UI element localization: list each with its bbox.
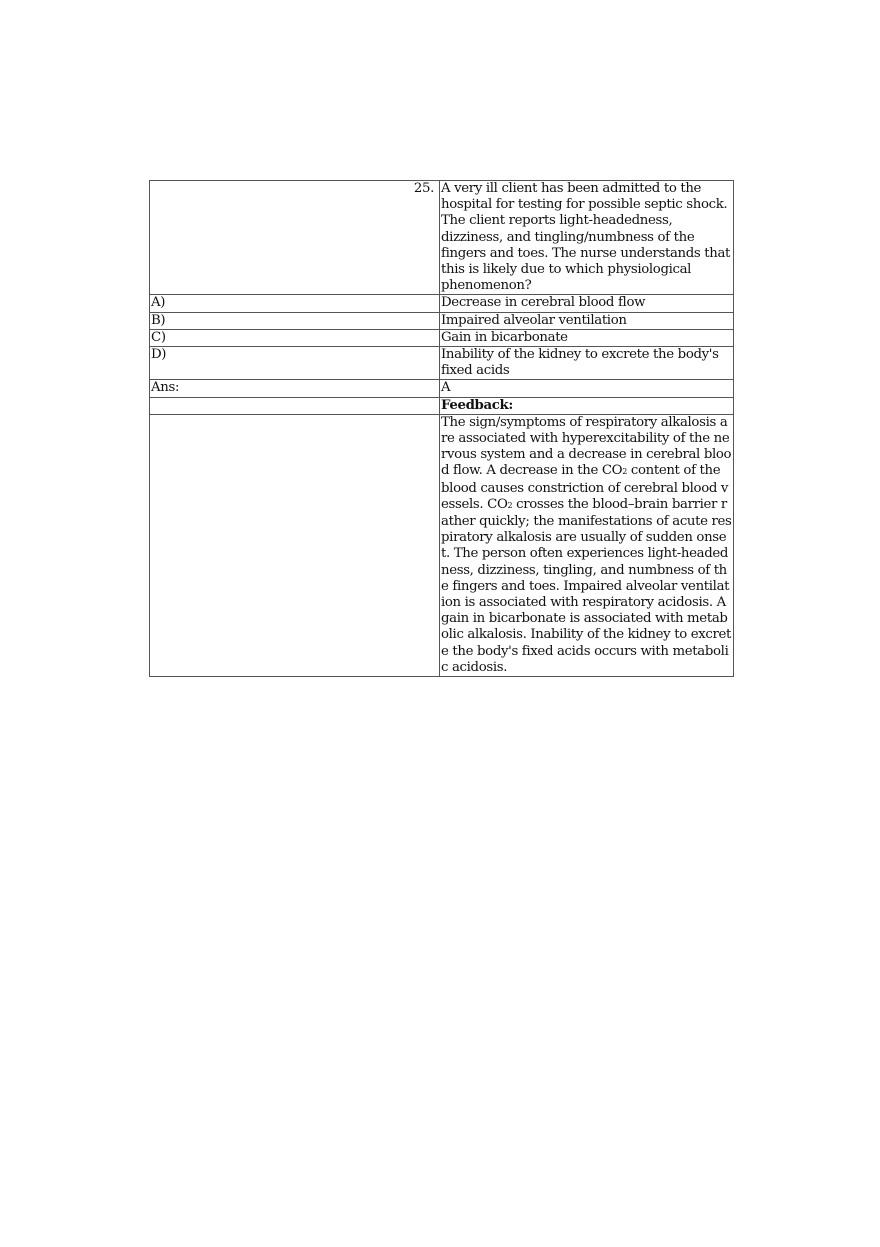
option-letter-b: B)	[150, 312, 440, 329]
option-letter-d: D)	[150, 347, 440, 380]
answer-value: A	[440, 380, 734, 397]
option-letter-a: A)	[150, 295, 440, 312]
feedback-text-part3: crosses the blood–brain barrier rather quickly; the manifestations of acute respiratory alkalosis are usually of sudden onset. The person often experiences light-headedness, dizziness, tingling, and numbness of the fingers and toes. Impaired alveolar ventilation is associated with respiratory acidosis. A gain in bicarbonate is associated with metabolic alkalosis. Inability of the kidney to excrete the body's fixed acids occurs with metabolic acidosis.	[441, 496, 732, 675]
answer-label: Ans:	[150, 380, 440, 397]
feedback-body-row	[150, 414, 734, 676]
option-row-b	[150, 312, 734, 329]
question-number: 25.	[150, 181, 440, 295]
feedback-heading: Feedback:	[440, 397, 734, 414]
question-table	[149, 180, 734, 677]
question-row	[150, 181, 734, 295]
co2-subscript-2: 2	[507, 500, 513, 510]
option-letter-c: C)	[150, 329, 440, 346]
feedback-heading-spacer	[150, 397, 440, 414]
option-text-a: Decrease in cerebral blood flow	[440, 295, 734, 312]
feedback-body-spacer	[150, 414, 440, 676]
option-text-b: Impaired alveolar ventilation	[440, 312, 734, 329]
question-text: A very ill client has been admitted to the hospital for testing for possible septic shock. The client reports light-headedness, dizziness, and tingling/numbness of the fingers and toes. The nurse understands that this is likely due to which physiological phenomenon?	[440, 181, 734, 295]
co2-subscript-1: 2	[622, 467, 627, 477]
feedback-text-part2: content of the blood causes constriction of cerebral blood vessels. CO	[441, 463, 729, 512]
feedback-text	[440, 414, 734, 676]
option-row-d	[150, 347, 734, 380]
answer-row	[150, 380, 734, 397]
option-row-a	[150, 295, 734, 312]
feedback-heading-row	[150, 397, 734, 414]
option-row-c	[150, 329, 734, 346]
option-text-d: Inability of the kidney to excrete the body's fixed acids	[440, 347, 734, 380]
option-text-c: Gain in bicarbonate	[440, 329, 734, 346]
feedback-text-part1: The sign/symptoms of respiratory alkalosis are associated with hyperexcitability of the nervous system and a decrease in cerebral blood flow. A decrease in the CO	[441, 414, 732, 479]
